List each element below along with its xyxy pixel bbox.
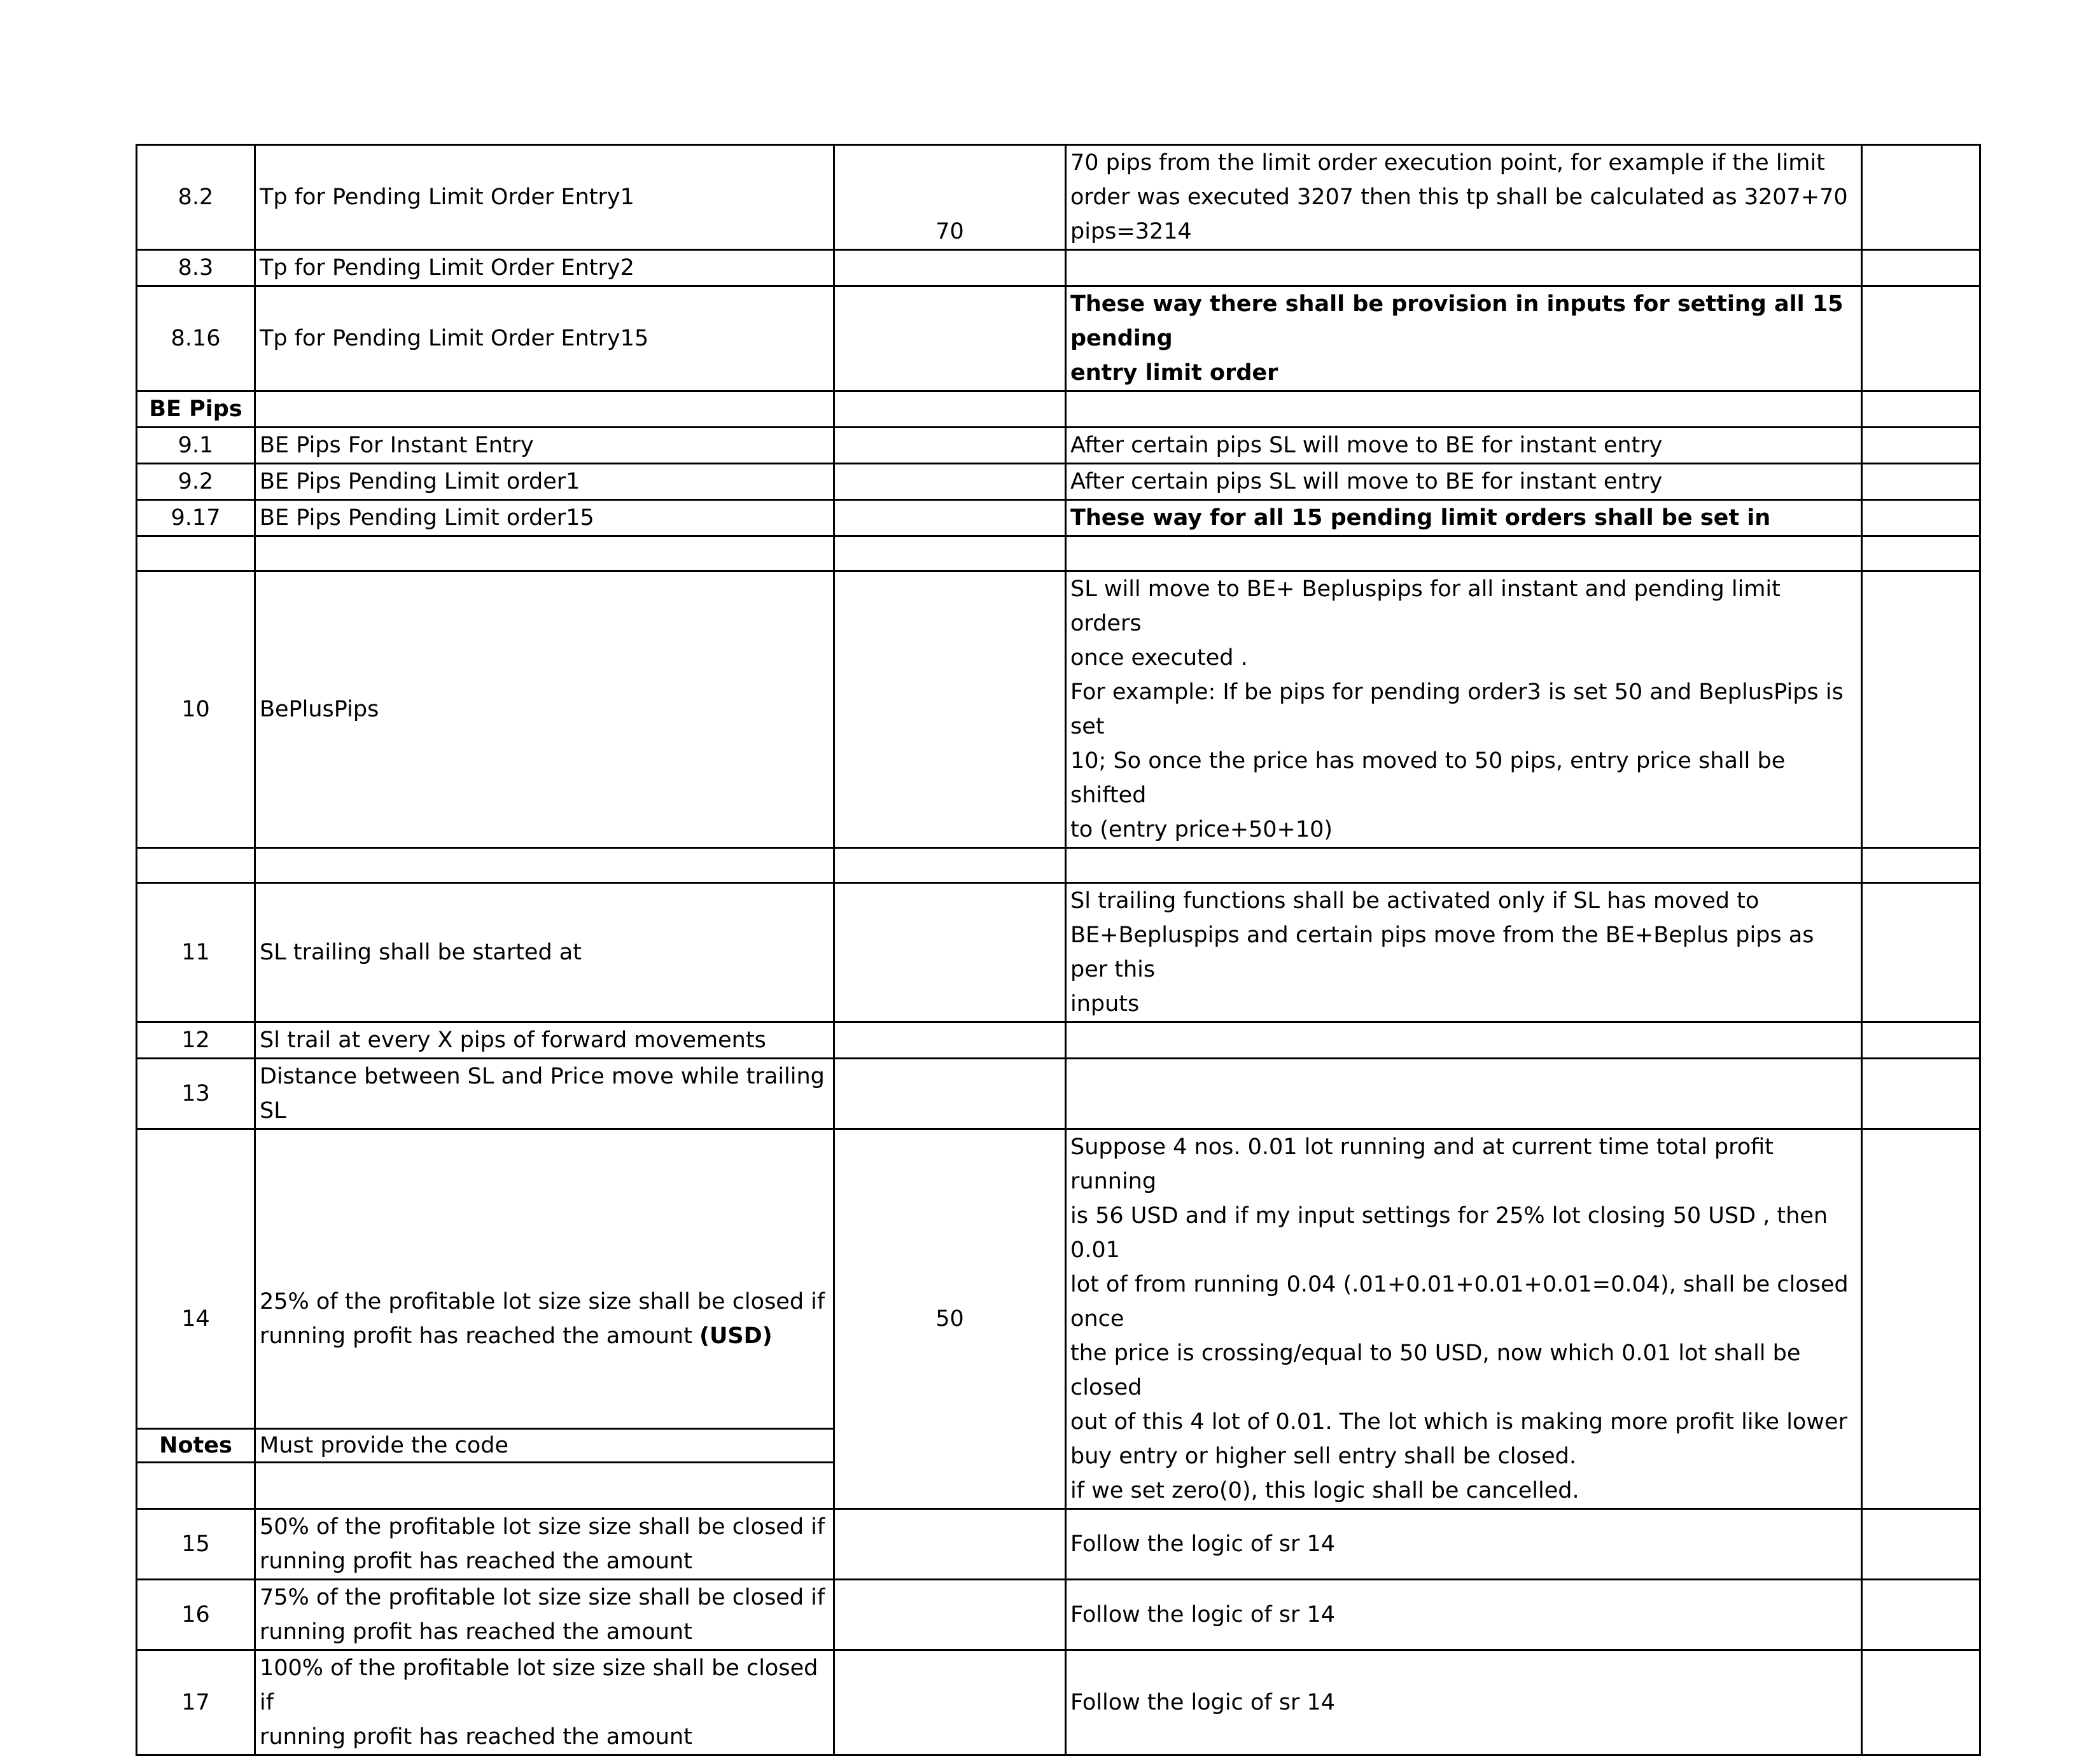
parameter-description: Sl trailing functions shall be activated only if SL has moved to BE+Bepluspips and certain pips move from the BE+Beplus pips as per this inputs [1066, 883, 1862, 1022]
extra-cell [1862, 848, 1980, 883]
parameter-description [1066, 250, 1862, 286]
parameter-name: 75% of the profitable lot size size shall be closed if running profit has reached the amount [255, 1580, 834, 1650]
extra-cell [1862, 1509, 1980, 1580]
notes-row [137, 1429, 834, 1463]
parameter-value [834, 1022, 1066, 1059]
section-header-row [137, 391, 1980, 428]
parameter-name [255, 536, 834, 571]
row-number: 17 [137, 1650, 255, 1755]
parameter-value [834, 500, 1066, 536]
parameter-value [834, 571, 1066, 848]
row-number: 11 [137, 883, 255, 1022]
extra-cell [1862, 1650, 1980, 1755]
parameter-value [834, 1650, 1066, 1755]
parameter-value [834, 848, 1066, 883]
parameter-description: Follow the logic of sr 14 [1066, 1580, 1862, 1650]
row-number: 9.17 [137, 500, 255, 536]
table-row [137, 500, 1980, 536]
parameter-description: Follow the logic of sr 14 [1066, 1650, 1862, 1755]
parameter-description [1066, 1059, 1862, 1129]
parameter-value [834, 1509, 1066, 1580]
parameter-value: 70 [834, 145, 1066, 250]
section-label: BE Pips [137, 391, 255, 428]
parameter-name: BE Pips Pending Limit order1 [255, 464, 834, 500]
parameter-description [1066, 391, 1862, 428]
extra-cell [1862, 428, 1980, 464]
table-row [137, 1059, 1980, 1129]
extra-cell [1862, 500, 1980, 536]
table-row [137, 1509, 1980, 1580]
table-row [137, 1580, 1980, 1650]
parameter-description: These way for all 15 pending limit orders shall be set in [1066, 500, 1862, 536]
parameter-description: Follow the logic of sr 14 [1066, 1509, 1862, 1580]
extra-cell [1862, 1580, 1980, 1650]
parameter-name: Tp for Pending Limit Order Entry2 [255, 250, 834, 286]
row-number [137, 536, 255, 571]
parameter-value [834, 250, 1066, 286]
extra-cell [1862, 464, 1980, 500]
extra-cell [1862, 391, 1980, 428]
notes-text: Must provide the code [255, 1429, 834, 1463]
parameter-name: SL trailing shall be started at [255, 883, 834, 1022]
row-number: 12 [137, 1022, 255, 1059]
parameter-name: 50% of the profitable lot size size shall be closed if running profit has reached the amount [255, 1509, 834, 1580]
parameter-description: 70 pips from the limit order execution point, for example if the limit order was executed 3207 then this tp shall be calculated as 3207+70 pips=3214 [1066, 145, 1862, 250]
row-number: 10 [137, 571, 255, 848]
extra-cell [1862, 883, 1980, 1022]
parameter-value [834, 286, 1066, 391]
parameter-value [834, 464, 1066, 500]
parameter-value [834, 1580, 1066, 1650]
parameter-description [1066, 1022, 1862, 1059]
table-row [137, 1650, 1980, 1755]
extra-cell [1862, 536, 1980, 571]
parameter-description: After certain pips SL will move to BE for instant entry [1066, 464, 1862, 500]
parameter-value [834, 391, 1066, 428]
requirements-table [136, 144, 1981, 1756]
parameter-description [1066, 848, 1862, 883]
parameter-value: 50 [834, 1129, 1066, 1509]
row-number: 15 [137, 1509, 255, 1580]
extra-cell [1862, 145, 1980, 250]
table-row [137, 1022, 1980, 1059]
notes-label: Notes [137, 1429, 255, 1463]
table-row [137, 464, 1980, 500]
empty-row [137, 536, 1980, 571]
parameter-description: These way there shall be provision in inputs for setting all 15 pending entry limit order [1066, 286, 1862, 391]
parameter-value [834, 536, 1066, 571]
parameter-value [834, 883, 1066, 1022]
parameter-name [255, 848, 834, 883]
empty-row [137, 848, 1980, 883]
table-row [137, 250, 1980, 286]
extra-cell [1862, 1129, 1980, 1509]
table-row [137, 883, 1980, 1022]
notes-table [136, 1428, 835, 1463]
row-number: 8.2 [137, 145, 255, 250]
parameter-value [834, 1059, 1066, 1129]
row-number: 9.1 [137, 428, 255, 464]
table-row [137, 428, 1980, 464]
extra-cell [1862, 571, 1980, 848]
row-number: 8.16 [137, 286, 255, 391]
row-number: 14 [137, 1129, 255, 1509]
parameter-name: Tp for Pending Limit Order Entry1 [255, 145, 834, 250]
parameter-name: BE Pips Pending Limit order15 [255, 500, 834, 536]
parameter-name: Distance between SL and Price move while trailing SL [255, 1059, 834, 1129]
extra-cell [1862, 1059, 1980, 1129]
parameter-name [255, 391, 834, 428]
parameter-unit: (USD) [699, 1323, 773, 1349]
parameter-name: BePlusPips [255, 571, 834, 848]
extra-cell [1862, 250, 1980, 286]
row-number: 8.3 [137, 250, 255, 286]
row-number: 9.2 [137, 464, 255, 500]
parameter-description: After certain pips SL will move to BE for instant entry [1066, 428, 1862, 464]
parameter-name-text: 25% of the profitable lot size size shall be closed if running profit has reached the amount [260, 1289, 825, 1349]
parameter-description: SL will move to BE+ Bepluspips for all instant and pending limit orders once executed . For example: If be pips for pending order3 is set 50 and BeplusPips is set 10; So once the price has moved to 50 pips, entry price shall be shifted to (entry price+50+10) [1066, 571, 1862, 848]
extra-cell [1862, 1022, 1980, 1059]
table-row [137, 145, 1980, 250]
parameter-value [834, 428, 1066, 464]
row-number: 13 [137, 1059, 255, 1129]
parameter-description: Suppose 4 nos. 0.01 lot running and at current time total profit running is 56 USD and if my input settings for 25% lot closing 50 USD , then 0.01 lot of from running 0.04 (.01+0.01+0.01+0.01=0.04), shall be closed once the price is crossing/equal to 50 USD, now which 0.01 lot shall be closed out of this 4 lot of 0.01. The lot which is making more profit like lower buy entry or higher sell entry shall be closed. if we set zero(0), this logic shall be cancelled. [1066, 1129, 1862, 1509]
extra-cell [1862, 286, 1980, 391]
parameter-name: 100% of the profitable lot size size shall be closed if running profit has reached the amount [255, 1650, 834, 1755]
parameter-name: Sl trail at every X pips of forward movements [255, 1022, 834, 1059]
row-number [137, 848, 255, 883]
table-row [137, 571, 1980, 848]
parameter-name: BE Pips For Instant Entry [255, 428, 834, 464]
row-number: 16 [137, 1580, 255, 1650]
parameter-description [1066, 536, 1862, 571]
parameter-name: Tp for Pending Limit Order Entry15 [255, 286, 834, 391]
table-row [137, 286, 1980, 391]
